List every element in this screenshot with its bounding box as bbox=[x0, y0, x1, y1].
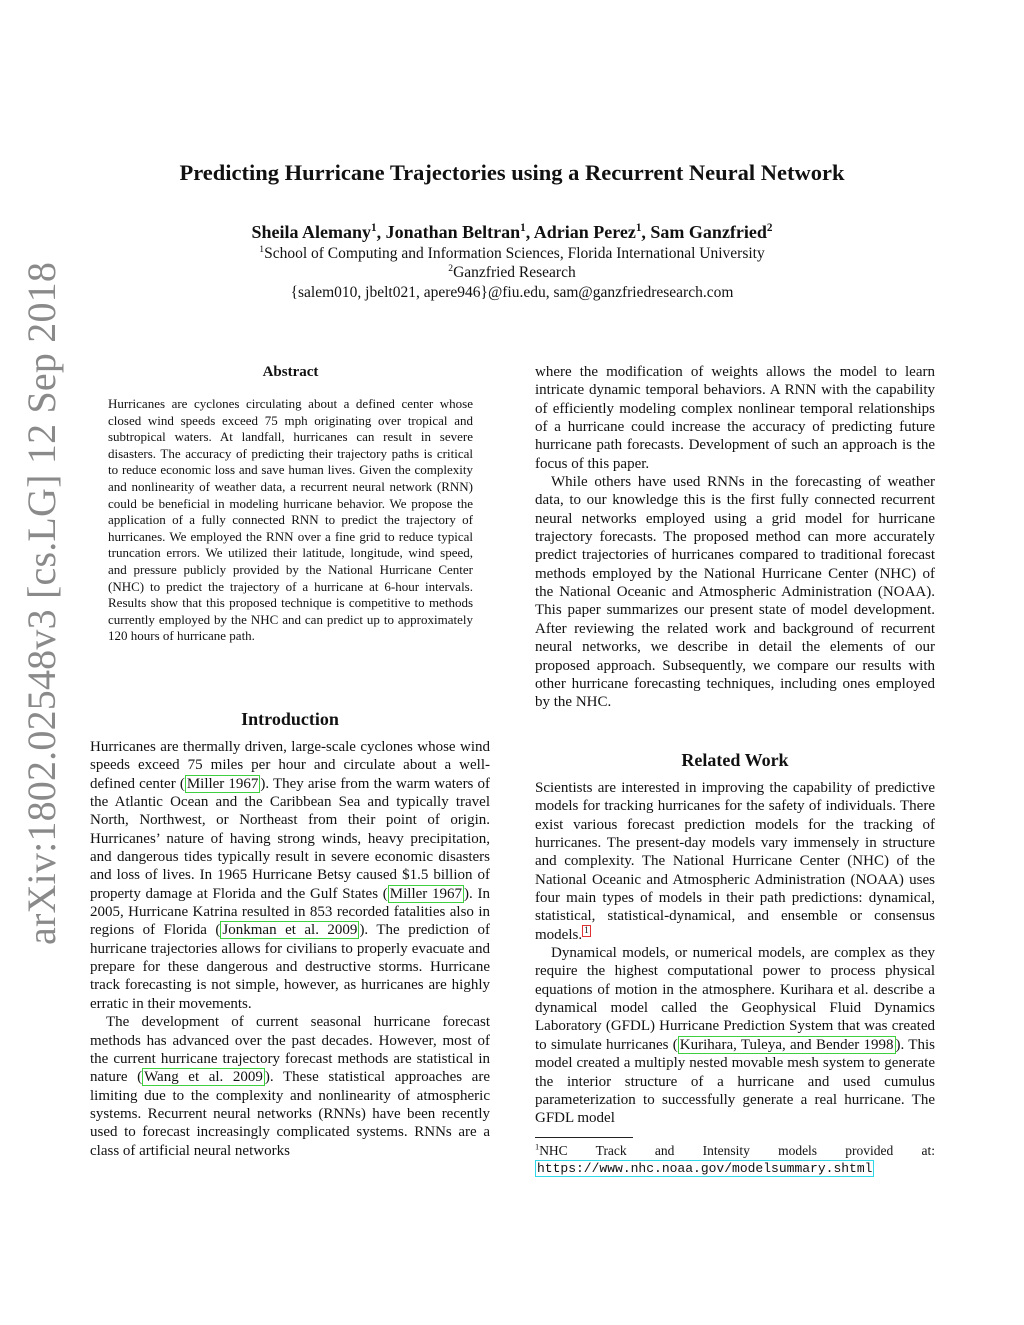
related-work-body bbox=[535, 779, 935, 1128]
paragraph: The development of current seasonal hurricane forecast methods has advanced over the past decades. However, most of the current hurricane trajectory forecast methods are statistical in nature ( Wang et al. 2009 ). These statistical approaches are limiting due to the complexity and nonlinearity of atmospheric systems. Recurrent neural networks (RNNs) have been recently used to forecast increasingly complicated systems. RNNs are a class of artificial neural networks bbox=[90, 1014, 490, 1159]
author-name: Sam Ganzfried bbox=[650, 222, 767, 242]
related-work-heading: Related Work bbox=[681, 750, 789, 770]
footnote-rule bbox=[535, 1137, 633, 1138]
citation-link[interactable]: Jonkman et al. 2009 bbox=[222, 922, 358, 939]
footnote-url-link[interactable]: https://www.nhc.noaa.gov/modelsummary.shtml bbox=[537, 1161, 873, 1176]
affiliation-2: $^2$Ganzfried Research bbox=[448, 262, 576, 281]
paragraph: where the modification of weights allows the model to learn intricate dynamic temporal behaviors. A RNN with the capability of efficiently modeling complex nonlinear temporal relationships of a hurricane could increase the accuracy of predicting future hurricane path forecasts. Development of such an approach is the focus of this paper. bbox=[535, 364, 935, 472]
author-name: Sheila Alemany bbox=[251, 222, 371, 242]
introduction-body bbox=[90, 738, 490, 1160]
footnote-reference-link[interactable]: 1 bbox=[584, 925, 589, 936]
paper-title: Predicting Hurricane Trajectories using a Recurrent Neural Network bbox=[179, 160, 845, 185]
citation-link[interactable]: Wang et al. 2009 bbox=[144, 1069, 263, 1086]
abstract-heading: Abstract bbox=[262, 364, 319, 380]
citation-link[interactable]: Miller 1967 bbox=[389, 885, 463, 902]
paragraph: Dynamical models, or numerical models, are complex as they require the highest computational power to process physical equations of motion in the atmosphere. Kurihara et al. describe a dynamical model called the Geophysical Fluid Dynamics Laboratory (GFDL) Hurricane Prediction System that was created to simulate hurricanes ( Kurihara, Tuleya, and Bender 1998 ). This model created a multiply nested movable mesh system to generate the interior structure of a hurricane and used cumulus parameterization to successfully generate a real hurricane. The GFDL model bbox=[535, 945, 935, 1127]
paragraph: Scientists are interested in improving the capability of predictive models for tracking hurricanes for the safety of individuals. There exist various forecast prediction models for the tracking of hurricanes. The present-day models vary immensely in structure and complexity. The National Hurricane Center (NHC) of the National Oceanic and Atmospheric Administration (NOAA) uses four main types of models in their path predictions: dynamical, statistical, statistical-dynamical, and ensemble or consensus models. $^1$ bbox=[535, 780, 935, 943]
author-list: Sheila Alemany$^1$, Jonathan Beltran$^1$, Adrian Perez$^1$, Sam Ganzfried$^2$ bbox=[251, 222, 773, 242]
footnote: $^1$NHC Track and Intensity models provided at: https://www.nhc.noaa.gov/modelsummary.shtml bbox=[535, 1142, 935, 1176]
paragraph: While others have used RNNs in the forecasting of weather data, to our knowledge this is the first fully connected recurrent neural networks employed using a grid model for hurricane trajectory forecasts. The proposed method can more accurately predict trajectories of hurricanes compared to traditional forecast methods employed by the National Hurricane Center (NHC) of the National Oceanic and Atmospheric Administration (NOAA). This paper summarizes our present state of model development. After reviewing the related work and background of recurrent neural networks, we describe in detail the elements of our proposed approach. Subsequently, we compare our results with other hurricane forecasting techniques, including ones employed by the NHC. bbox=[535, 474, 935, 711]
citation-link[interactable]: Kurihara, Tuleya, and Bender 1998 bbox=[679, 1036, 894, 1053]
author-emails: {salem010, jbelt021, apere946}@fiu.edu, sam@ganzfriedresearch.com bbox=[290, 284, 734, 301]
affiliation-1: $^1$School of Computing and Information Sciences, Florida International University bbox=[259, 243, 765, 262]
paragraph: Hurricanes are thermally driven, large-scale cyclones whose wind speeds exceed 75 miles per hour and circulate about a well-defined center ( Miller 1967 ). They arise from the warm waters of the Atlantic Ocean and the Caribbean Sea and typically travel North, Northwest, or Northeast from their point of origin. Hurricanes’ nature of having strong winds, heavy precipitation, and dangerous tides typically result in severe economic disasters and loss of lives. In 1965 Hurricane Betsy caused $1.5 billion of property damage at Florida and the Gulf States ( Miller 1967 ). In 2005, Hurricane Katrina resulted in 853 recorded fatalities also in regions of Florida ( Jonkman et al. 2009 ). The prediction of hurricane trajectories allows for civilians to properly evacuate and prepare for these dangerous and destructive storms. Hurricane track forecasting is not simple, however, as hurricanes are highly erratic in their movements. bbox=[90, 739, 490, 1012]
author-name: Adrian Perez bbox=[533, 222, 636, 242]
abstract-text: Hurricanes are cyclones circulating about a defined center whose closed wind speeds exceed 75 mph originating over tropical and subtropical waters. At landfall, hurricanes can result in severe disasters. The accuracy of predicting their trajectory paths is critical to reduce economic loss and save human lives. Given the complexity and nonlinearity of weather data, a recurrent neural network (RNN) could be beneficial in modeling hurricane behavior. We propose the application of a fully connected RNN to predict the trajectory of hurricanes. We employed the RNN over a fine grid to reduce typical truncation errors. We utilized their latitude, longitude, wind speed, and pressure publicly provided by the National Hurricane Center (NHC) to predict the trajectory of a hurricane at 6-hour intervals. Results show that this proposed technique is competitive to methods currently employed by the NHC and can predict up to approximately 120 hours of hurricane path. bbox=[108, 396, 473, 644]
author-name: Jonathan Beltran bbox=[385, 222, 521, 242]
right-column-intro-body bbox=[535, 363, 935, 712]
citation-link[interactable]: Miller 1967 bbox=[186, 775, 259, 792]
introduction-heading: Introduction bbox=[241, 709, 339, 729]
arxiv-identifier: arXiv:1802.02548v3 [cs.LG] 12 Sep 2018 bbox=[19, 261, 64, 945]
